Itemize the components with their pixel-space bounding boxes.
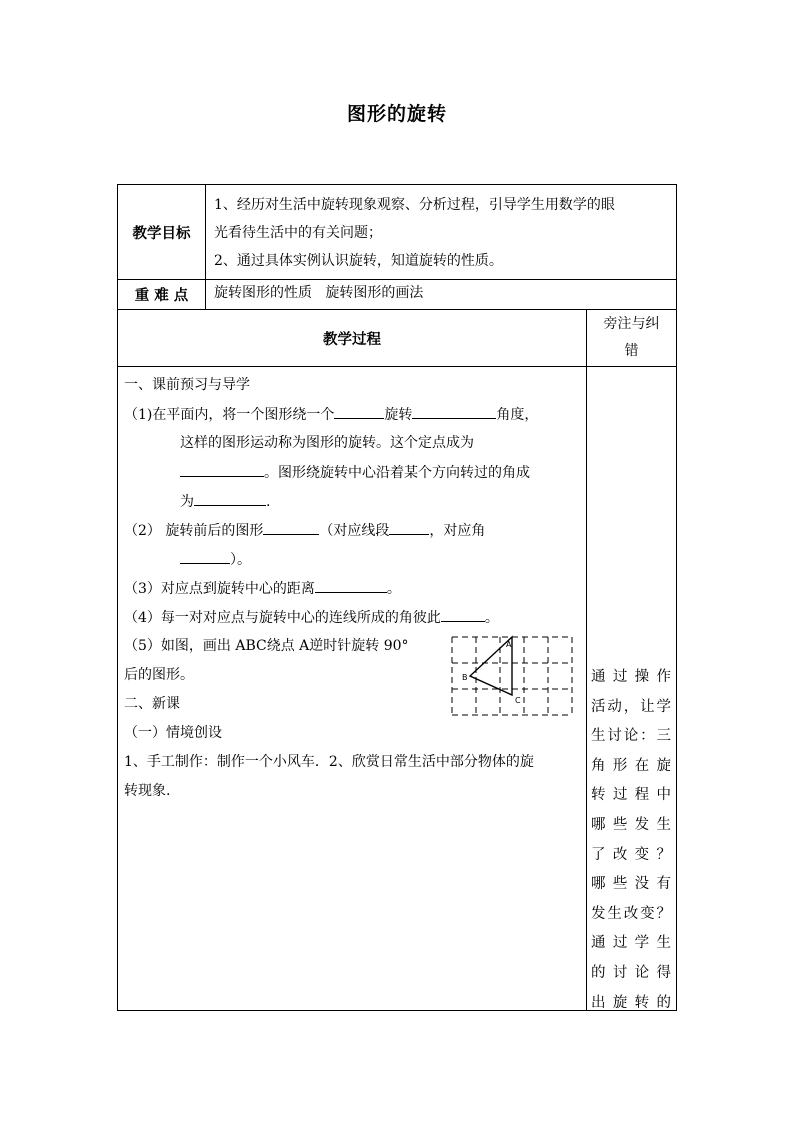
side-note-line: 的讨论得 — [591, 964, 671, 981]
blank — [194, 491, 266, 506]
q4-text-b: 。 — [484, 610, 499, 626]
goal-text — [206, 185, 677, 280]
section-preview: 一、课前预习与导学 — [124, 377, 250, 393]
page-title: 图形的旋转 — [346, 103, 447, 125]
question-1-line-2: 这样的图形运动称为图形的旋转。这个定点成为 — [180, 435, 474, 451]
q2-text-d: ）。 — [230, 552, 251, 568]
paragraph-1-line-2: 转现象. — [124, 783, 171, 799]
lesson-plan-table — [117, 184, 677, 1011]
q1-text-b: 旋转 — [384, 407, 413, 423]
side-note-line: 哪些没有 — [591, 876, 671, 893]
q1-text-g: . — [266, 494, 271, 510]
process-header: 教学过程 — [118, 310, 587, 367]
blank — [263, 520, 319, 535]
vertex-a-label: A — [506, 640, 512, 649]
process-body — [118, 367, 587, 1011]
q1-text-e: 。图形绕旋转中心沿着某个方向转过的角成 — [264, 465, 530, 481]
side-note-line: 转过程中 — [591, 787, 671, 804]
blank — [441, 607, 485, 622]
question-5-line-2: 后的图形。 — [124, 667, 194, 683]
triangle-grid-figure — [450, 635, 574, 717]
side-note-line: 出旋转的 — [591, 994, 671, 1011]
paragraph-1-line-1: 1、手工制作：制作一个小风车．2、欣赏日常生活中部分物体的旋 — [124, 754, 534, 770]
side-header-line-2: 错 — [624, 343, 639, 359]
side-note-line: 了改变？ — [591, 846, 671, 863]
vertex-c-label: C — [515, 696, 521, 705]
question-1-line-3 — [180, 462, 530, 483]
key-label: 重 难 点 — [118, 280, 206, 310]
q3-text-a: （3）对应点到旋转中心的距离 — [124, 581, 315, 597]
vertex-b-label: B — [462, 673, 468, 682]
question-1-line-4 — [180, 491, 270, 512]
q2-text-b: （对应线段 — [319, 523, 390, 539]
side-header — [587, 310, 677, 367]
blank — [334, 404, 384, 419]
side-note-line: 通过操作 — [591, 669, 671, 685]
goal-line-2: 光看待生活中的有关问题； — [214, 225, 382, 241]
blank — [315, 578, 387, 593]
question-3 — [124, 578, 401, 599]
q2-text-a: （2） 旋转前后的图形 — [124, 523, 264, 539]
blank — [180, 462, 264, 477]
q3-text-b: 。 — [386, 581, 401, 597]
side-note-line: 哪些发生 — [591, 816, 671, 833]
question-1-line-1 — [124, 404, 538, 425]
q1-text-f: 为 — [180, 494, 194, 510]
goal-label: 教学目标 — [118, 185, 206, 280]
question-2-line-1 — [124, 520, 485, 541]
side-note-line: 通过学生 — [591, 935, 671, 952]
question-2-line-2 — [180, 549, 251, 570]
side-note-line: 角形在旋 — [591, 757, 671, 774]
goal-line-1: 1、经历对生活中旋转现象观察、分析过程，引导学生用数学的眼 — [214, 197, 615, 213]
q1-text-a: （1)在平面内，将一个图形绕一个 — [124, 407, 335, 423]
subsection-situation: （一）情境创设 — [124, 725, 222, 741]
question-4 — [124, 607, 499, 628]
q4-text-a: （4）每一对对应点与旋转中心的连线所成的角彼此 — [124, 610, 441, 626]
side-note-line: 发生改变？ — [591, 905, 671, 922]
q2-text-c: ，对应角 — [429, 523, 486, 539]
blank — [412, 404, 496, 419]
blank — [180, 549, 230, 564]
key-text: 旋转图形的性质 旋转图形的画法 — [206, 280, 677, 310]
side-header-line-1: 旁注与纠 — [603, 316, 660, 332]
side-notes — [591, 663, 671, 1018]
side-note-line: 生讨论：三 — [591, 728, 671, 745]
goal-line-3: 2、通过具体实例认识旋转，知道旋转的性质。 — [214, 253, 503, 269]
section-new-lesson: 二、新课 — [124, 696, 180, 712]
side-notes-cell — [587, 367, 677, 1011]
blank — [389, 520, 429, 535]
side-note-line: 活动，让学 — [591, 698, 671, 715]
q1-text-c: 角度， — [496, 407, 539, 423]
question-5-line-1: （5）如图，画出 ABC绕点 A逆时针旋转 90° — [124, 638, 409, 654]
